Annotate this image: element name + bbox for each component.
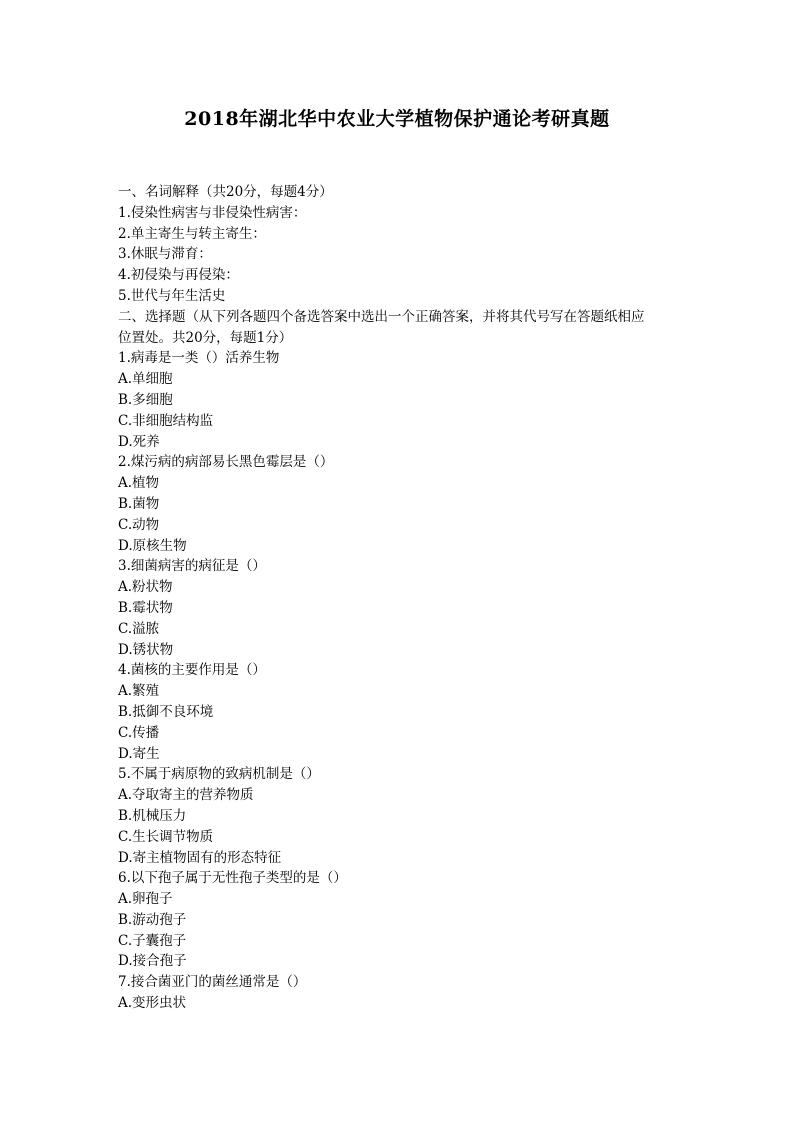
option-line: B.霉状物 xyxy=(118,599,173,616)
option-line: D.锈状物 xyxy=(118,641,174,658)
question-line: 3.休眠与滞育： xyxy=(118,246,212,263)
option-line: C.子囊孢子 xyxy=(118,932,187,949)
option-line: A.夺取寄主的营养物质 xyxy=(118,787,254,804)
document-body xyxy=(118,182,678,1014)
question-line: 1.病毒是一类（）活养生物 xyxy=(118,350,280,367)
section-heading-choice: 二、选择题（从下列各题四个备选答案中选出一个正确答案，并将其代号写在答题纸相应 xyxy=(118,308,645,325)
option-line: C.非细胞结构监 xyxy=(118,412,214,429)
question-line: 5.不属于病原物的致病机制是（） xyxy=(118,766,320,783)
question-line: 2.煤污病的病部易长黑色霉层是（） xyxy=(118,454,334,471)
option-line: D.原核生物 xyxy=(118,537,187,554)
option-line: A.粉状物 xyxy=(118,579,173,596)
option-line: C.溢脓 xyxy=(118,620,160,637)
option-line: C.动物 xyxy=(118,516,160,533)
option-line: D.寄生 xyxy=(118,745,160,762)
section-heading-definitions: 一、名词解释（共20分，每题4分） xyxy=(118,184,333,200)
option-line: A.变形虫状 xyxy=(118,995,187,1012)
option-line: B.抵御不良环境 xyxy=(118,703,214,720)
option-line: A.植物 xyxy=(118,475,160,492)
question-line: 4.菌核的主要作用是（） xyxy=(118,662,266,679)
option-line: B.机械压力 xyxy=(118,807,187,824)
question-line: 5.世代与年生活史 xyxy=(118,287,226,304)
option-line: D.接合孢子 xyxy=(118,953,187,970)
option-line: A.卵孢子 xyxy=(118,891,173,908)
section-heading-choice-cont: 位置处。共20分，每题1分） xyxy=(118,329,293,346)
option-line: B.多细胞 xyxy=(118,391,173,408)
question-line: 4.初侵染与再侵染： xyxy=(118,267,239,284)
option-line: A.单细胞 xyxy=(118,371,173,388)
question-line: 1.侵染性病害与非侵染性病害： xyxy=(118,204,307,221)
document-title: 2018年湖北华中农业大学植物保护通论考研真题 xyxy=(184,108,610,130)
question-line: 3.细菌病害的病征是（） xyxy=(118,558,266,575)
option-line: C.传播 xyxy=(118,724,160,741)
option-line: B.菌物 xyxy=(118,495,160,512)
option-line: C.生长调节物质 xyxy=(118,828,214,845)
option-line: A.繁殖 xyxy=(118,683,160,700)
question-line: 7.接合菌亚门的菌丝通常是（） xyxy=(118,974,307,991)
option-line: D.死养 xyxy=(118,433,160,450)
question-line: 6.以下孢子属于无性孢子类型的是（） xyxy=(118,870,347,887)
question-line: 2.单主寄生与转主寄生： xyxy=(118,225,266,242)
option-line: D.寄主植物固有的形态特征 xyxy=(118,849,282,866)
option-line: B.游动孢子 xyxy=(118,911,187,928)
